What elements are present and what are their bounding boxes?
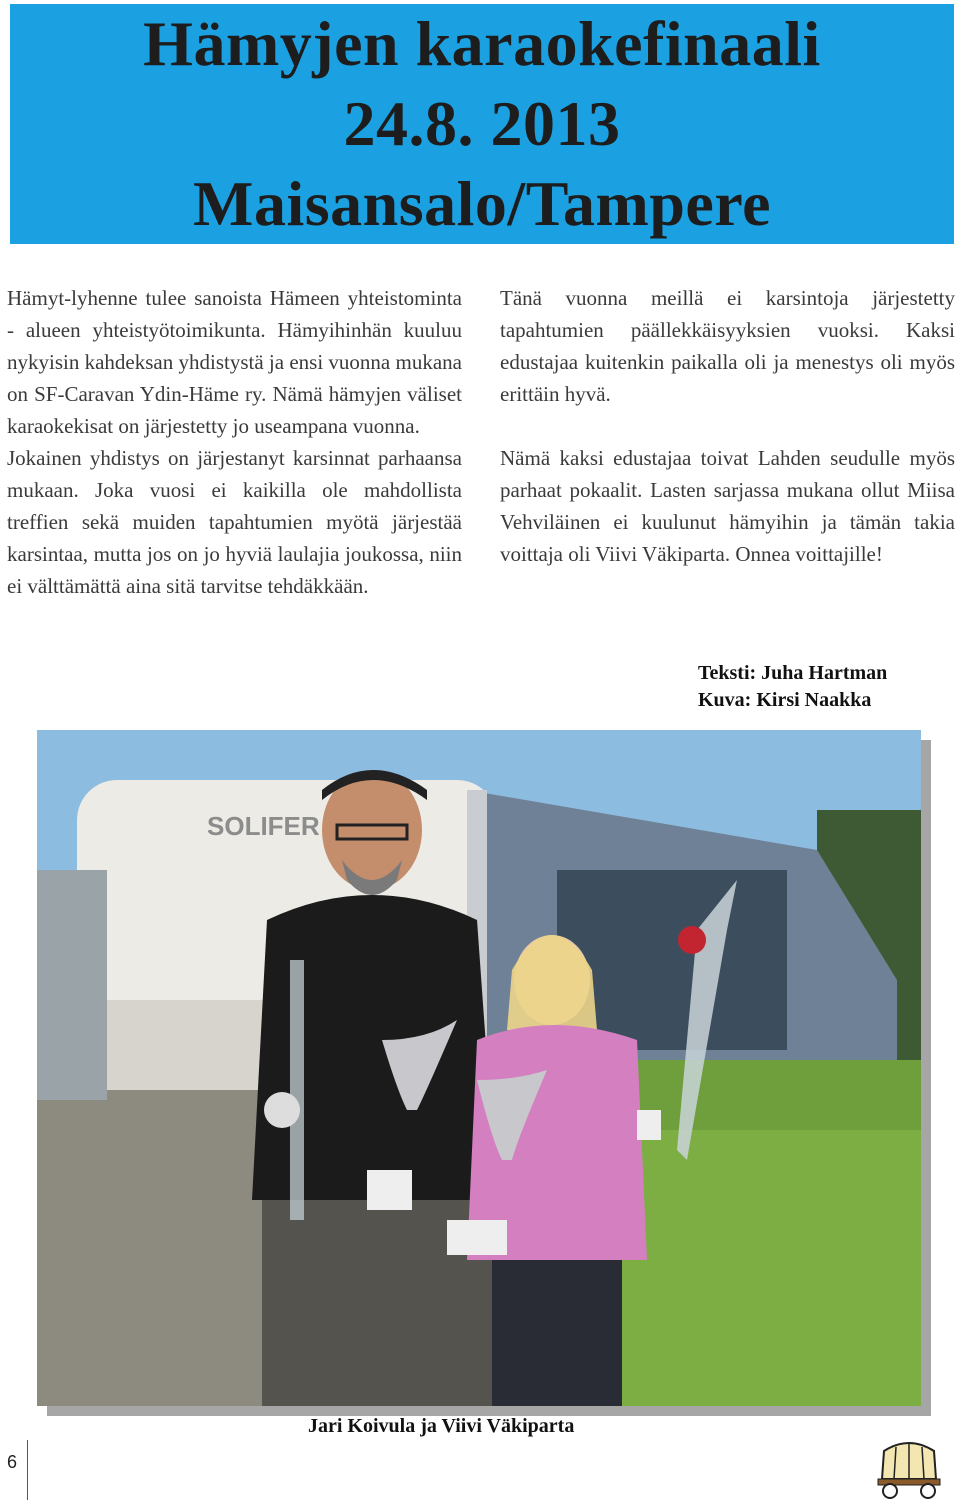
- caravan-wagon-icon: [876, 1437, 942, 1499]
- article-paragraph: Tänä vuonna meillä ei karsintoja järjestetty tapahtumien päällekkäisyyksien vuoksi. Kaksi edustajaa kuitenkin paikalla oli ja menestys oli myös erittäin hyvä.: [500, 286, 955, 406]
- title-line-1: Hämyjen karaokefinaali: [143, 8, 821, 79]
- winners-photo: [37, 730, 921, 1406]
- man-shirt: [252, 895, 497, 1200]
- photo-credit: Kuva: Kirsi Naakka: [698, 689, 872, 711]
- page-number: 6: [6, 1452, 17, 1472]
- photo-caption: Jari Koivula ja Viivi Väkiparta: [308, 1415, 575, 1437]
- article-right-column: [500, 282, 955, 570]
- girl-trousers: [492, 1260, 622, 1406]
- text-credit: Teksti: Juha Hartman: [698, 662, 888, 684]
- article-paragraph: Nämä kaksi edustajaa toivat Lahden seudulle myös parhaat pokaalit. Lasten sarjassa mukana ollut Miisa Vehviläinen ei kuulunut hämyihin ja tämän takia voittaja oli Viivi Väkiparta. Onnea voittajille!: [500, 446, 955, 566]
- article-left-column: [7, 282, 462, 602]
- page-divider: [27, 1440, 28, 1500]
- article-paragraph: Jokainen yhdistys on järjestanyt karsinnat parhaansa mukaan. Joka vuosi ei kaikilla ole mahdollista treffien sekä muiden tapahtumien myötä järjestää karsintaa, mutta jos on jo hyviä laulajia joukossa, niin ei välttämättä aina sitä tarvitse tehdäkkään.: [7, 446, 462, 598]
- title-line-2: 24.8. 2013: [343, 88, 621, 159]
- article-paragraph: Hämyt-lyhenne tulee sanoista Hämeen yhteistominta - alueen yhteistyötoimikunta. Hämyihinhän kuuluu nykyisin kahdeksan yhdistystä ja ensi vuonna mukana on SF-Caravan Ydin-Häme ry. Nämä hämyjen väliset karaokekisat on järjestetty jo useampana vuonna.: [7, 286, 462, 438]
- title-line-3: Maisansalo/Tampere: [193, 168, 771, 239]
- title-banner: [10, 4, 954, 244]
- car: [37, 870, 107, 1100]
- caravan-brand: SOLIFER: [207, 811, 320, 841]
- author-credits: [698, 660, 887, 714]
